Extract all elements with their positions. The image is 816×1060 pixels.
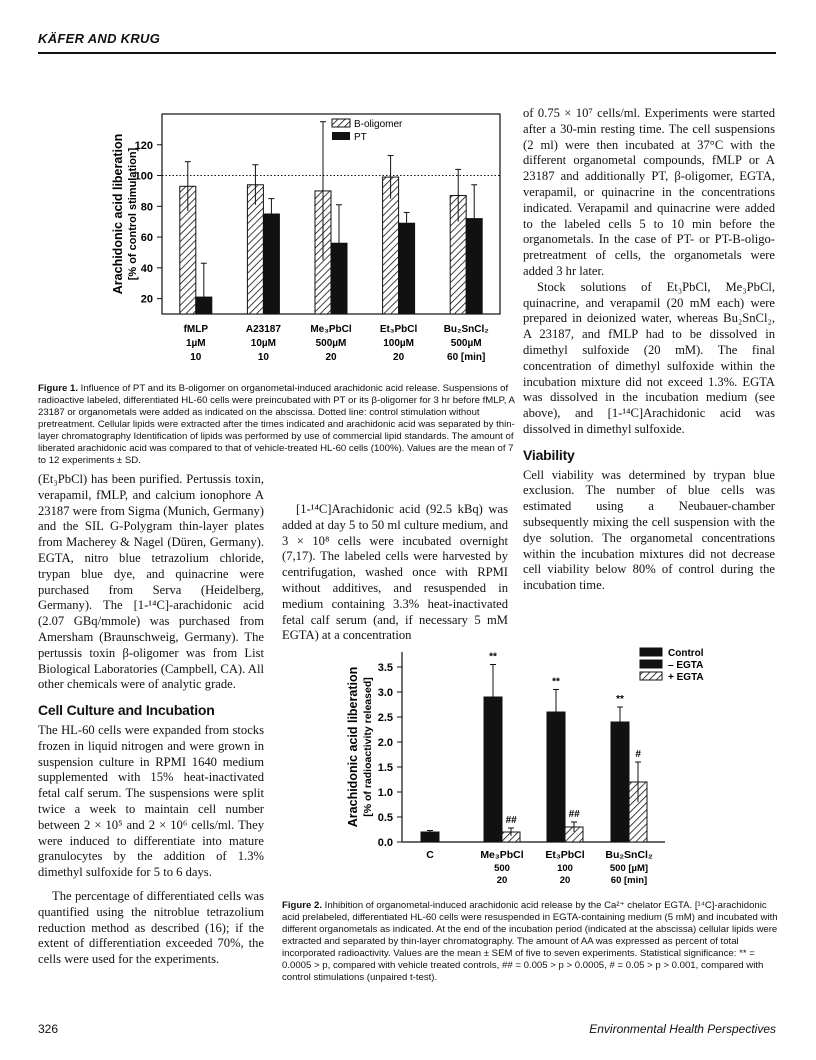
- x-time-label: 10: [257, 352, 269, 363]
- bar-series1-3: [611, 722, 629, 842]
- header-rule: [38, 52, 776, 54]
- x-category-label: Et₃PbCl: [379, 324, 418, 335]
- bar-pt-3: [399, 223, 415, 314]
- figure-1-caption-text: Influence of PT and its B-oligomer on organometal-induced arachidonic acid release. Suspensions of radioactive labeled, differentiated HL-60 cells were preincubated with PT or its β-oligomer for 3 hr before fMLP, A 23187 or organometals were added as indicated on the abscissa. Dotted line: control stimulation without pretreatment. Cellular lipids were extracted after the times indicated and arachidonic acid was separated by thin-layer chromatography Identification of lipids was performed by use of commercial lipid standards. The amount of liberated arachidonic acid was compared to that of vehicle-treated HL-60 cells (100%). Values are the mean of 7 to 12 experiments ± SD.: [38, 383, 515, 466]
- figure-1-caption-label: Figure 1.: [38, 383, 78, 394]
- legend-swatch-b-oligomer: [332, 119, 350, 127]
- significance-marker: **: [489, 651, 497, 663]
- y-tick-label: 80: [140, 201, 153, 214]
- y-tick-label: 3.5: [377, 662, 393, 674]
- viability-paragraph: Cell viability was determined by trypan blue exclusion. The number of blue cells was estimated using a Neubauer-chamber subsequently mixing the cell suspension with the dye solution. The organometal concentrations within the incubation mixtures did not decrease cell viability below 80% of control during the incubation time.: [523, 467, 775, 593]
- significance-marker: ##: [568, 809, 580, 820]
- x-concentration-label: 100: [557, 863, 573, 874]
- x-time-label: 10: [190, 352, 202, 363]
- y-tick-label: 1.0: [377, 787, 393, 799]
- x-category-label: Me₃PbCl: [480, 849, 524, 861]
- labeling-paragraph: [1-¹⁴C]Arachidonic acid (92.5 kBq) was added at day 5 to 50 ml culture medium, and 3 × 10⁸ cells were incubated overnight (7,17). The labeled cells were harvested by centrifugation, washed once with RPMI without additives, and resuspended in medium containing 3.3% heat-inactivated fetal calf serum (and, if necessary 5 mM EGTA) at a concentration: [282, 502, 508, 643]
- cell-culture-heading: Cell Culture and Incubation: [38, 702, 215, 719]
- legend-swatch-pt: [332, 132, 350, 140]
- significance-marker: **: [552, 676, 560, 688]
- x-concentration-label: 1µM: [185, 338, 206, 349]
- y-tick-label: 60: [140, 232, 153, 245]
- figure-2-caption-label: Figure 2.: [282, 900, 322, 911]
- legend-label-1: – EGTA: [668, 660, 704, 671]
- y-tick-label: 3.0: [377, 687, 393, 699]
- viability-heading: Viability: [523, 446, 575, 463]
- running-head: KÄFER AND KRUG: [38, 31, 161, 46]
- legend-label-b-oligomer: B-oligomer: [354, 119, 403, 130]
- x-time-label: 20: [393, 352, 405, 363]
- x-category-label: fMLP: [183, 324, 209, 335]
- figure-1-chart: [100, 102, 510, 384]
- y-tick-label: 2.5: [377, 712, 393, 724]
- x-time-label: 20: [325, 352, 337, 363]
- right-column-top: [523, 106, 775, 594]
- figure-2-caption: [282, 900, 778, 984]
- x-time-label: 60 [min]: [447, 352, 486, 363]
- figure-1-caption: [38, 383, 520, 467]
- figure-2-caption-text: Inhibition of organometal-induced arachidonic acid release by the Ca²⁺ chelator EGTA. [¹⁴C]-arachidonic acid prelabeled, differentiated HL-60 cells were resuspended in EGTA-containing medium (5 mM) and incubated with different organometals as indicated. At the end of the incubation period (indicated at the abscissa) cellular lipids were extracted and separated by thin-layer chromatography. The amount of AA was expressed as percent of total incorporated radioactivity. Values are the mean ± SEM of five to seven experiments. Statistical significance: ** = 0.0005 > p, compared with vehicle treated controls, ## = 0.005 > p > 0.0005, # = 0.05 > p > 0.001, compared with control stimulations (unpaired t-test).: [282, 900, 778, 983]
- legend-swatch-0: [640, 648, 662, 656]
- x-concentration-label: 500µM: [315, 338, 347, 349]
- y-axis-label: Arachidonic acid liberation: [111, 133, 125, 295]
- legend-swatch-1: [640, 660, 662, 668]
- left-column: [38, 472, 264, 968]
- significance-marker: **: [616, 694, 624, 705]
- y-tick-label: 40: [140, 262, 153, 275]
- x-concentration-label: 500: [494, 863, 510, 874]
- x-time-label: 20: [559, 875, 571, 886]
- legend-swatch-2: [640, 672, 662, 680]
- x-concentration-label: 500µM: [450, 338, 482, 349]
- y-axis-sublabel: [% of radioactivity released]: [362, 677, 374, 817]
- x-concentration-label: 10µM: [250, 338, 277, 349]
- x-concentration-label: 100µM: [383, 338, 414, 349]
- experiment-paragraph: of 0.75 × 10⁷ cells/ml. Experiments were started after a 30-min resting time. The cell suspensions (2 ml) were then incubated at 37°C with the different organometal compounds, fMLP or A 23187 and additionally PT, β-oligomer, EGTA, verapamil, or quinacrine in the concentrations indicated. Verapamil and quinacrine were added to the labeled cells 5 to 10 min before the organometals. In the case of PT- or PT-B-oligo-pretreatment of cells, the organometals were added 3 hr later.: [523, 106, 775, 278]
- y-tick-label: 0.0: [377, 837, 393, 849]
- y-axis-label: Arachidonic acid liberation: [346, 666, 360, 828]
- x-concentration-label: 500 [µM]: [609, 863, 649, 874]
- y-tick-label: 0.5: [377, 812, 393, 824]
- x-category-label: Et₃PbCl: [545, 849, 585, 861]
- y-tick-label: 100: [134, 170, 153, 183]
- x-time-label: 20: [496, 875, 508, 886]
- stock-solutions-paragraph: Stock solutions of Et₃PbCl, Me₃PbCl, quinacrine, and verapamil (20 mM each) were prepared in deionized water, whereas Bu₂SnCl₂, A 23187, and fMLP had to be dissolved in dimethyl sulfoxide (20 mM). The final concentration of dimethyl sulfoxide within the incubation mixture did not exceed 1.3%. EGTA was dissolved in the incubation medium (see above), and [1-¹⁴C]Arachidonic acid was dissolved in dimethyl sulfoxide.: [523, 279, 775, 436]
- x-category-label: Me₃PbCl: [310, 324, 352, 335]
- legend-label-0: Control: [668, 648, 704, 659]
- significance-marker: ##: [505, 815, 517, 826]
- page-number: 326: [38, 1022, 59, 1036]
- x-category-label: A23187: [245, 324, 281, 335]
- journal-name: Environmental Health Perspectives: [589, 1022, 776, 1036]
- y-tick-label: 20: [140, 293, 153, 306]
- cell-culture-paragraph: The HL-60 cells were expanded from stocks frozen in liquid nitrogen and were grown in suspension culture in RPMI 1640 medium supplemented with 15% heat-inactivated fetal calf serum. The suspensions were split twice a week to maintain cell number between 2 × 10⁵ and 2 × 10⁶ cells/ml. They were induced to differentiate into mature granulocytes by the addition of 1.3% dimethyl sulfoxide for 5 to 6 days.: [38, 722, 264, 880]
- legend-label-2: + EGTA: [668, 672, 704, 683]
- y-axis-sublabel: [% of control stimulation]: [127, 147, 139, 281]
- y-tick-label: 2.0: [377, 737, 393, 749]
- x-time-label: 60 [min]: [610, 875, 648, 886]
- middle-column: [282, 502, 508, 644]
- legend-label-pt: PT: [354, 132, 367, 143]
- differentiation-paragraph: The percentage of differentiated cells was quantified using the nitroblue tetrazolium reduction method as described (16); if the extent of differentiation exceeded 70%, the cells were used for the experiments.: [38, 888, 264, 967]
- y-tick-label: 1.5: [377, 762, 393, 774]
- figure-2-chart: [340, 642, 780, 887]
- significance-marker: #: [635, 749, 641, 760]
- materials-paragraph: (Et₃PbCl) has been purified. Pertussis toxin, verapamil, fMLP, and calcium ionophore A 23187 were from Sigma (Munich, Germany) and the SIL G-Polygram thin-layer plates from Macherey & Nagel (Düren, Germany). EGTA, nitro blue tetrazolium chloride, trypan blue dye, and quinacrine were purchased from Serva (Heidelberg, Germany). The [1-¹⁴C]-arachidonic acid (2.07 GBq/mmole) was purchased from Amersham (Braunschweig, Germany). The pertussis toxin β-oligomer was from List Biological Laboratories (Campbell, CA). All other chemicals were of analytic grade.: [38, 472, 264, 692]
- x-category-label: Bu₂SnCl₂: [443, 324, 489, 335]
- x-category-label: Bu₂SnCl₂: [605, 849, 653, 861]
- x-category-label: C: [426, 849, 434, 861]
- y-tick-label: 120: [134, 139, 153, 152]
